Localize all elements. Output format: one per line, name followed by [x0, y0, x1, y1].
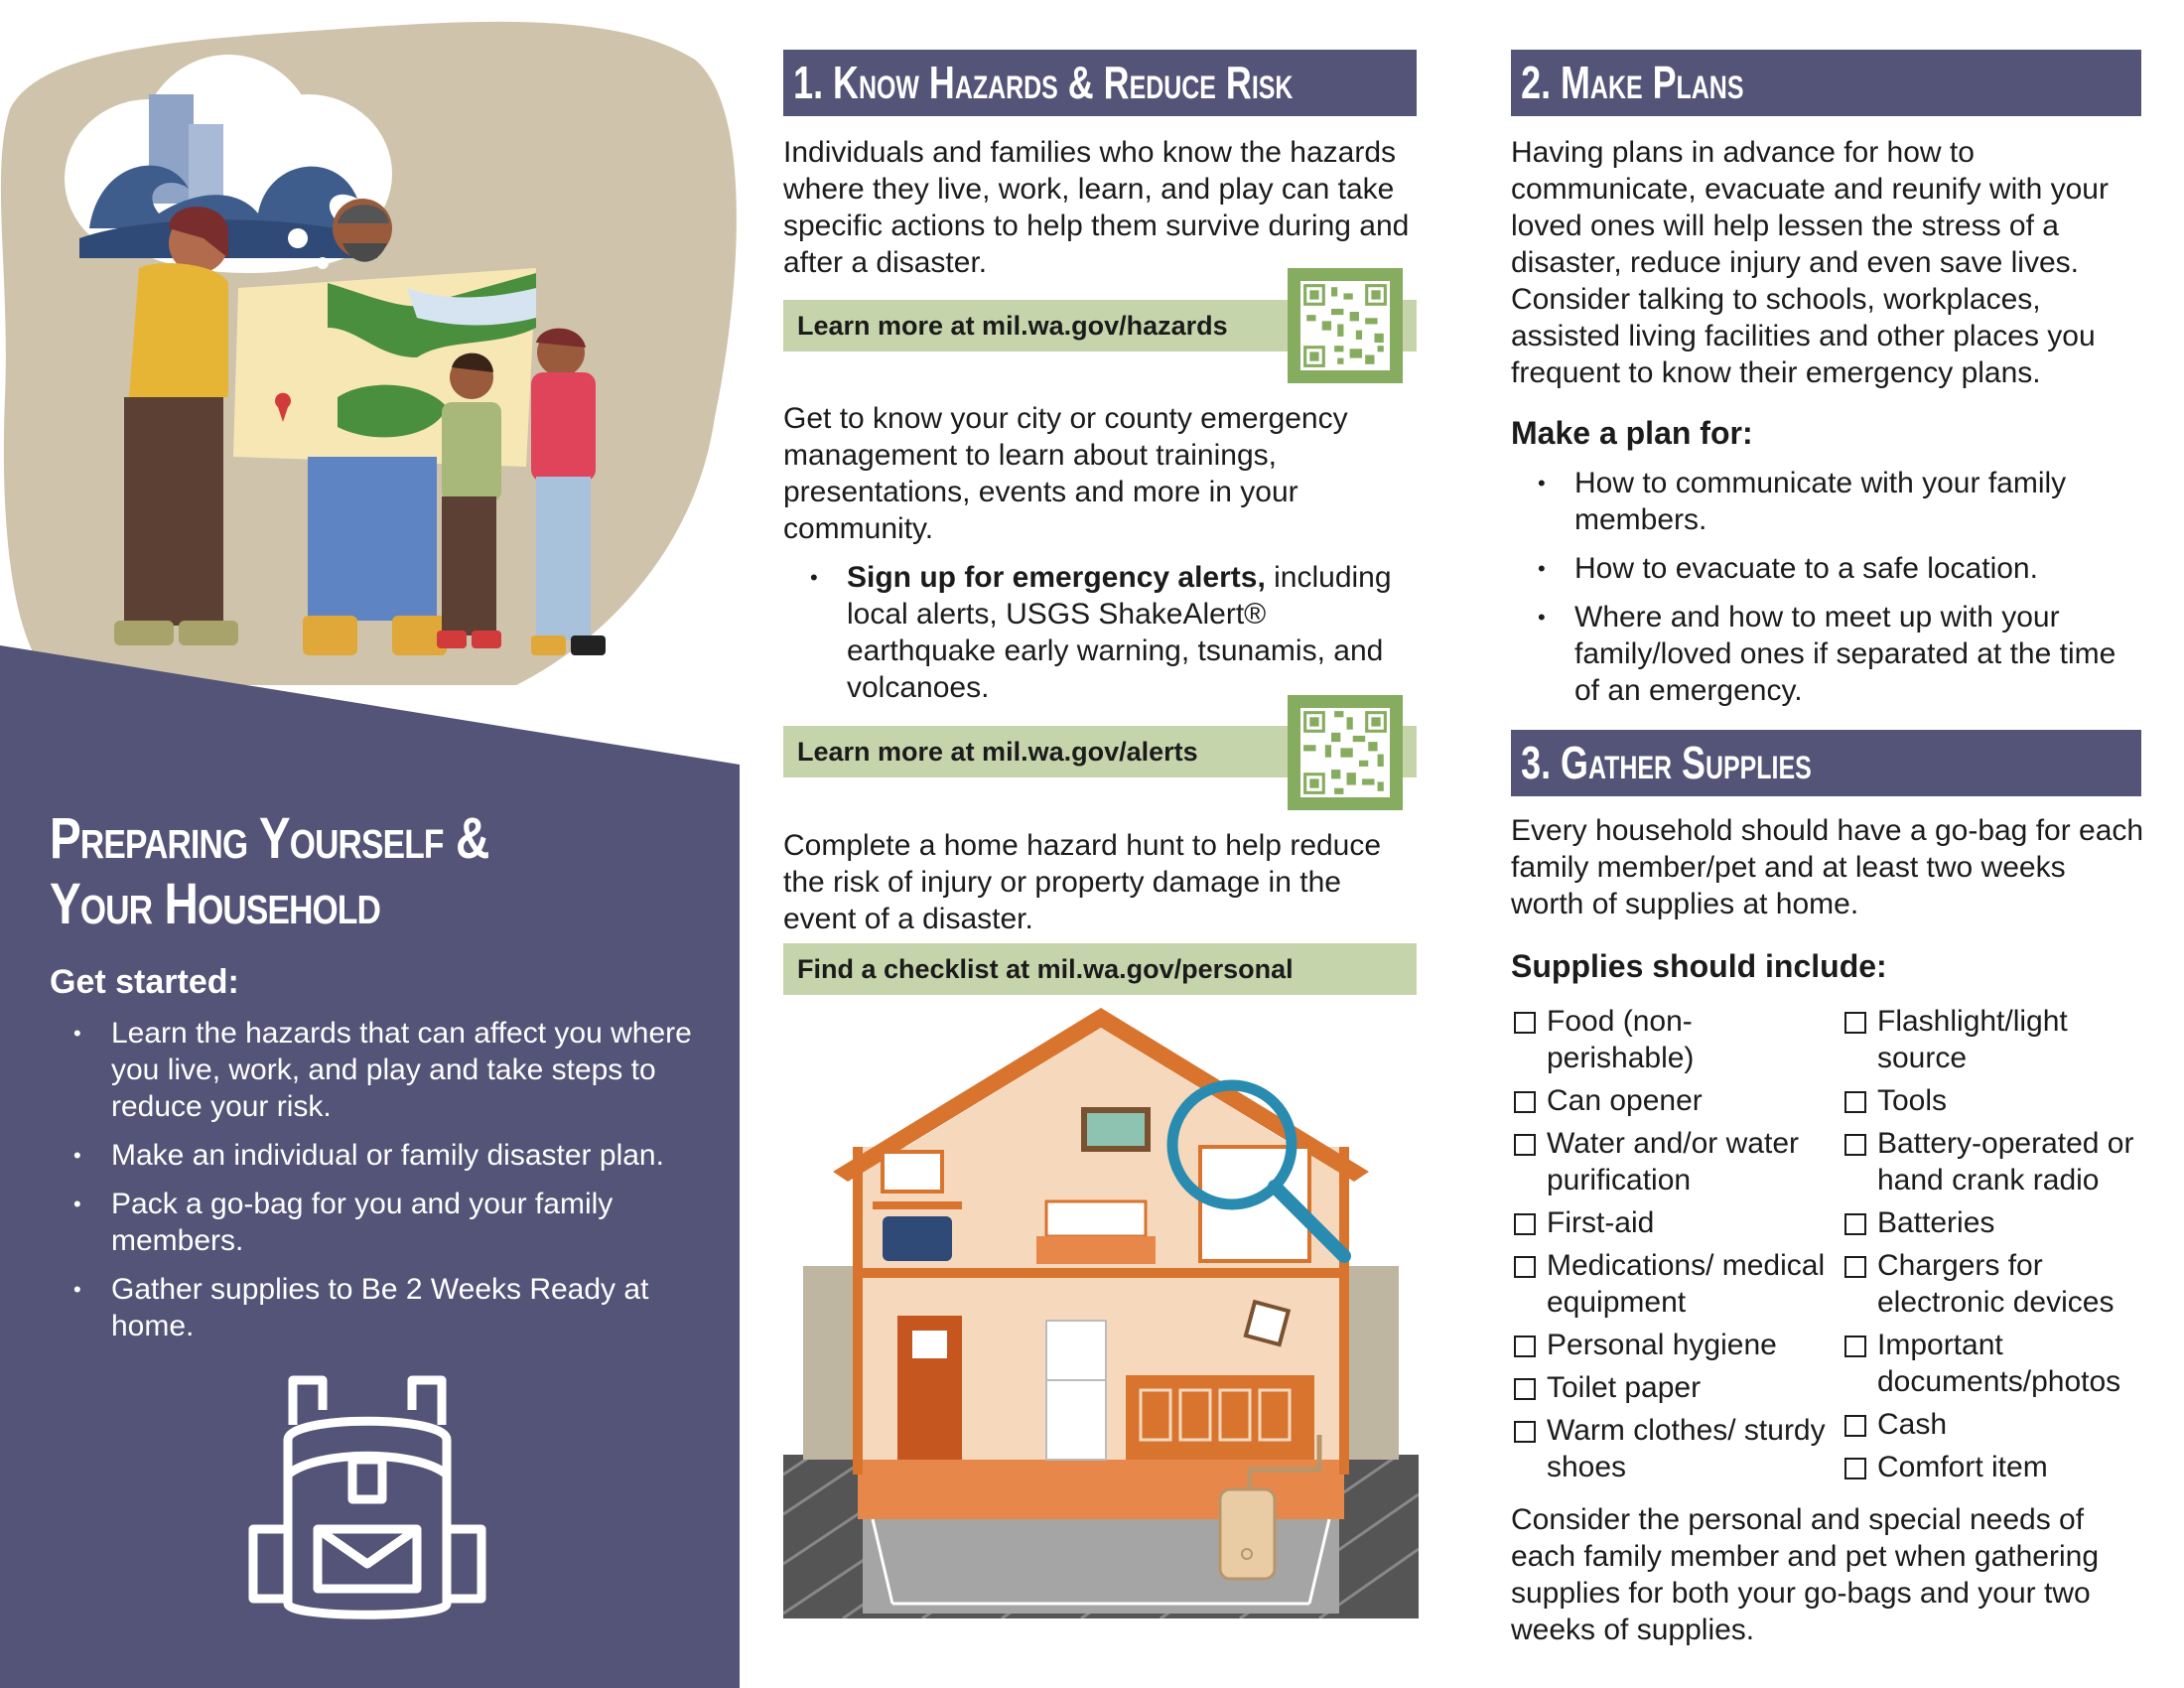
- hazards-link[interactable]: Learn more at mil.wa.gov/hazards: [797, 311, 1228, 341]
- qr-icon: [1300, 708, 1390, 797]
- plan-heading: Make a plan for:: [1511, 415, 1753, 451]
- checklist-item[interactable]: Tools: [1842, 1082, 2149, 1119]
- list-item: [783, 559, 1419, 706]
- section1-para3: Complete a home hazard hunt to help reduce the risk of injury or property damage in the event of a disaster.: [783, 829, 1382, 935]
- house-cutaway-illustration: [783, 998, 1419, 1618]
- checklist-item[interactable]: First-aid: [1511, 1204, 1834, 1241]
- backpack-icon: [248, 1365, 486, 1628]
- section2-intro: Having plans in advance for how to communicate, evacuate and reunify with your loved ones will help lessen the stress of a disaster, reduce injury and even save lives. Consider talking to schools, workplaces, assisted living facilities and other places you frequent to know their emergency plans.: [1511, 136, 2109, 389]
- girl-red-hoodie: [531, 329, 606, 655]
- section1-title: 1. Know Hazards & Reduce Risk: [793, 57, 1294, 108]
- qr-icon: [1300, 281, 1390, 370]
- checklist-item[interactable]: Battery-operated or hand crank radio: [1842, 1125, 2149, 1198]
- checklist-item[interactable]: Toilet paper: [1511, 1369, 1834, 1406]
- checklist-item[interactable]: Chargers for electronic devices: [1842, 1247, 2149, 1321]
- supplies-heading: Supplies should include:: [1511, 948, 1887, 984]
- checklist-item[interactable]: Important documents/photos: [1842, 1327, 2149, 1400]
- checklist-link[interactable]: Find a checklist at mil.wa.gov/personal: [797, 954, 1294, 984]
- list-item: • How to evacuate to a safe location.: [1511, 550, 2146, 587]
- section3-header: [1511, 730, 2141, 796]
- supplies-list-col1: [1511, 1003, 1834, 1491]
- checklist-item[interactable]: Cash: [1842, 1406, 2149, 1443]
- checklist-item[interactable]: Comfort item: [1842, 1449, 2149, 1485]
- get-started-list: [73, 1015, 709, 1356]
- section2-title: 2. Make Plans: [1521, 57, 1744, 108]
- checklist-item[interactable]: Flashlight/light source: [1842, 1003, 2149, 1076]
- section3-closing: Consider the personal and special needs of each family member and pet when gathering supplies for both your go-bags and your two weeks of supplies.: [1511, 1503, 2100, 1646]
- list-item: • Learn the hazards that can affect you where you live, work, and play and take steps to reduce your risk.: [73, 1015, 709, 1125]
- list-item: • Make an individual or family disaster plan.: [73, 1137, 709, 1174]
- family-reading-map-illustration: [0, 0, 740, 675]
- alerts-bold-text: Sign up for emergency alerts,: [847, 561, 1266, 594]
- section2-header: [1511, 50, 2141, 116]
- section1-intro: Individuals and families who know the hazards where they live, work, learn, and play can take specific actions to help them survive during and after a disaster.: [783, 136, 1410, 279]
- section1-para2: Get to know your city or county emergency management to learn about trainings, presentations, events and more in your community.: [783, 402, 1348, 545]
- section1-header: [783, 50, 1417, 116]
- checklist-item[interactable]: Medications/ medical equipment: [1511, 1247, 1834, 1321]
- get-started-heading: Get started:: [50, 963, 239, 1001]
- woman-yellow-hoodie: [114, 207, 238, 645]
- list-item: • Gather supplies to Be 2 Weeks Ready at home.: [73, 1271, 709, 1344]
- checklist-item[interactable]: Personal hygiene: [1511, 1327, 1834, 1363]
- left-title-line1: Preparing Yourself &: [50, 806, 489, 871]
- qr-code-alerts: [1288, 695, 1403, 810]
- link-bar-checklist[interactable]: [783, 943, 1417, 995]
- checklist-item[interactable]: Warm clothes/ sturdy shoes: [1511, 1412, 1834, 1485]
- qr-code-hazards: [1288, 268, 1403, 383]
- alerts-rest-text: including local alerts, USGS ShakeAlert® earthquake early warning, tsunamis, and volcanoes.: [847, 561, 1392, 704]
- plan-list: [1511, 465, 2146, 721]
- left-title-line2: Your Household: [50, 872, 381, 936]
- checklist-item[interactable]: Batteries: [1842, 1204, 2149, 1241]
- left-panel-title: [50, 806, 571, 937]
- checklist-item[interactable]: Water and/or water purification: [1511, 1125, 1834, 1198]
- checklist-item[interactable]: Food (non-perishable): [1511, 1003, 1834, 1076]
- section3-title: 3. Gather Supplies: [1521, 737, 1812, 788]
- supplies-list-col2: [1842, 1003, 2149, 1491]
- list-item: • How to communicate with your family members.: [1511, 465, 2146, 538]
- alerts-link[interactable]: Learn more at mil.wa.gov/alerts: [797, 737, 1198, 767]
- list-item: • Where and how to meet up with your family/loved ones if separated at the time of an emergency.: [1511, 599, 2146, 709]
- list-item: • Pack a go-bag for you and your family members.: [73, 1186, 709, 1259]
- section3-intro: Every household should have a go-bag for each family member/pet and at least two weeks worth of supplies at home.: [1511, 814, 2144, 920]
- alerts-list: [783, 559, 1419, 718]
- checklist-item[interactable]: Can opener: [1511, 1082, 1834, 1119]
